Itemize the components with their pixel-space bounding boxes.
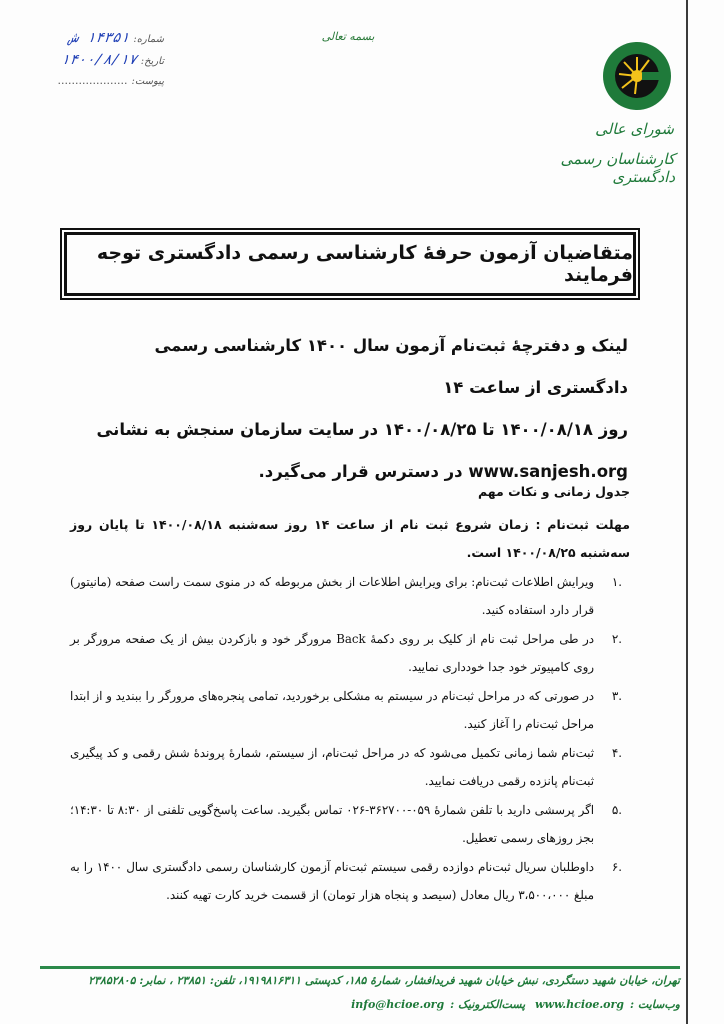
headline-box <box>64 232 636 296</box>
number-value: ۱۴۳۵۱ ش <box>68 30 131 46</box>
notes-list <box>70 568 630 910</box>
list-item <box>70 853 630 909</box>
email-label: پست‌الکترونیک : <box>450 998 526 1011</box>
note-text: در طی مراحل ثبت نام از کلیک بر روی دکمهٔ Back مرورگر خود و بازکردن بیش از یک صفحه مرورگر بر روی کامپیوتر خود جدا خودداری نمایید. <box>70 632 594 674</box>
announcement <box>80 325 628 493</box>
announcement-line2: روز ۱۴۰۰/۰۸/۱۸ تا ۱۴۰۰/۰۸/۲۵ در سایت سازمان سنجش به نشانی <box>96 420 628 439</box>
list-item <box>70 682 630 738</box>
org-name-line2: کارشناسان رسمی دادگستری <box>560 150 675 186</box>
email-link[interactable]: info@hcioe.org <box>351 998 445 1011</box>
list-item <box>70 568 630 624</box>
footer-contacts <box>180 998 680 1011</box>
note-text: ویرایش اطلاعات ثبت‌نام: برای ویرایش اطلاعات از بخش مربوطه که در منوی سمت راست صفحه (مانیتور) قرار دارد استفاده کنید. <box>70 575 594 617</box>
schedule-title: جدول زمانی و نکات مهم <box>477 484 630 499</box>
council-logo-icon <box>602 41 672 111</box>
date-value: ۱۴۰۰/۸/۱۷ <box>59 52 139 68</box>
letter-meta <box>14 30 164 96</box>
note-text: ثبت‌نام شما زمانی تکمیل می‌شود که در مراحل ثبت‌نام، از سیستم، شمارهٔ پروندهٔ شش رقمی و کد پیگیری ثبت‌نام پانزده رقمی دریافت نمایید. <box>70 746 594 788</box>
attachment-row <box>14 74 164 96</box>
attachment-value: .................... <box>57 74 128 87</box>
note-text: داوطلبان سریال ثبت‌نام دوازده رقمی سیستم ثبت‌نام آزمون کارشناسان رسمی دادگستری سال ۱۴۰۰ را به مبلغ ۳،۵۰۰،۰۰۰ ریال معادل (سیصد و پنجاه هزار تومان) از قسمت خرید کارت تهیه کنند. <box>70 860 594 902</box>
invocation-text: بسمه تعالی <box>321 30 375 43</box>
note-number: .۴ <box>611 746 622 760</box>
attachment-label: پیوست: <box>131 76 164 87</box>
list-item <box>70 739 630 795</box>
headline: متقاضیان آزمون حرفهٔ کارشناسی رسمی دادگستری توجه فرمایند <box>96 242 633 286</box>
note-text: اگر پرسشی دارید با تلفن شمارهٔ ۰۵۹-۳۶۲۷۰۰-۰۲۶ تماس بگیرید. ساعت پاسخ‌گویی تلفنی از ۸:۳۰ تا ۱۴:۳۰؛ بجز روزهای رسمی تعطیل. <box>70 803 594 845</box>
note-number: .۱ <box>611 575 622 589</box>
date-label: تاریخ: <box>140 56 164 67</box>
announcement-line3-text: در دسترس قرار می‌گیرد. <box>258 462 463 481</box>
footer-divider <box>40 966 680 969</box>
footer-address: تهران، خیابان شهید دستگردی، نبش خیابان شهید فریدافشار، شمارهٔ ۱۸۵، کدپستی ۱۹۱۹۸۱۶۳۱۱، تلفن: ۲۳۸۵۱ ، نمابر: ۲۳۸۵۲۸۰۵ <box>88 974 680 987</box>
website-label: وب‌سایت : <box>630 998 680 1011</box>
sanjesh-link[interactable]: www.sanjesh.org <box>468 462 628 481</box>
note-number: .۳ <box>611 689 622 703</box>
scan-edge-line <box>686 0 688 1024</box>
registration-deadline: مهلت ثبت‌نام : زمان شروع ثبت نام از ساعت ۱۴ روز سه‌شنبه ۱۴۰۰/۰۸/۱۸ تا پایان روز سه‌شنبه ۱۴۰۰/۰۸/۲۵ است. <box>70 517 630 560</box>
list-item <box>70 625 630 681</box>
note-text: در صورتی که در مراحل ثبت‌نام در سیستم به مشکلی برخوردید، تمامی پنجره‌های مرورگر را ببندید و از ابتدا مراحل ثبت‌نام را آغاز کنید. <box>70 689 594 731</box>
note-number: .۶ <box>611 860 622 874</box>
announcement-line1: لینک و دفترچهٔ ثبت‌نام آزمون سال ۱۴۰۰ کارشناسی رسمی دادگستری از ساعت ۱۴ <box>154 336 628 397</box>
note-number: .۵ <box>611 803 622 817</box>
list-item <box>70 796 630 852</box>
date-row <box>14 52 164 74</box>
number-label: شماره: <box>133 34 164 45</box>
website-link[interactable]: www.hcioe.org <box>535 998 624 1011</box>
org-name-line1: شورای عالی <box>595 120 674 138</box>
number-row <box>14 30 164 52</box>
note-number: .۲ <box>611 632 622 646</box>
